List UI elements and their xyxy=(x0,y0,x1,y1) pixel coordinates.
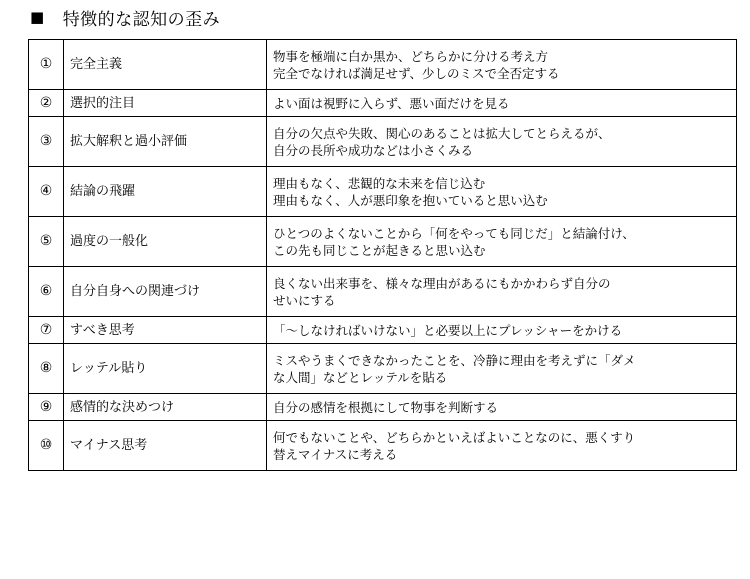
row-number: ⑤ xyxy=(29,217,64,267)
description-line: 替えマイナスに考える xyxy=(273,446,398,462)
distortion-description xyxy=(267,421,737,471)
table-row xyxy=(29,90,737,117)
description-line: この先も同じことが起きると思い込む xyxy=(273,242,486,258)
distortion-name: 過度の一般化 xyxy=(64,217,267,267)
distortion-name: 選択的注目 xyxy=(64,90,267,117)
table-row xyxy=(29,317,737,344)
distortion-description xyxy=(267,317,737,344)
description-line: 自分の感情を根拠にして物事を判断する xyxy=(273,399,499,415)
description-line: な人間」などとレッテルを貼る xyxy=(273,369,448,385)
table-row xyxy=(29,40,737,90)
distortion-description xyxy=(267,167,737,217)
page-title xyxy=(30,6,220,28)
description-line: 自分の欠点や失敗、関心のあることは拡大してとらえるが、 xyxy=(273,125,611,141)
table-row xyxy=(29,344,737,394)
distortion-description xyxy=(267,90,737,117)
description-line: 物事を極端に白か黒か、どちらかに分ける考え方 xyxy=(273,48,549,64)
distortion-name: 拡大解釈と過小評価 xyxy=(64,117,267,167)
table-row xyxy=(29,421,737,471)
distortion-name: 結論の飛躍 xyxy=(64,167,267,217)
row-number: ⑧ xyxy=(29,344,64,394)
row-number: ⑥ xyxy=(29,267,64,317)
distortion-description xyxy=(267,394,737,421)
distortion-name: マイナス思考 xyxy=(64,421,267,471)
distortion-name: 自分自身への関連づけ xyxy=(64,267,267,317)
table-row xyxy=(29,117,737,167)
table-row xyxy=(29,267,737,317)
distortion-description xyxy=(267,344,737,394)
distortion-description xyxy=(267,267,737,317)
row-number: ④ xyxy=(29,167,64,217)
row-number: ③ xyxy=(29,117,64,167)
row-number: ⑨ xyxy=(29,394,64,421)
distortion-name: 感情的な決めつけ xyxy=(64,394,267,421)
description-line: ミスやうまくできなかったことを、冷静に理由を考えずに「ダメ xyxy=(273,352,636,368)
row-number: ⑩ xyxy=(29,421,64,471)
distortion-description xyxy=(267,217,737,267)
page-title-text: 特徴的な認知の歪み xyxy=(62,9,221,30)
distortion-name: すべき思考 xyxy=(64,317,267,344)
description-line: 何でもないことや、どちらかといえばよいことなのに、悪くすり xyxy=(273,429,636,445)
description-line: よい面は視野に入らず、悪い面だけを見る xyxy=(273,95,510,111)
table-row xyxy=(29,167,737,217)
description-line: 完全でなければ満足せず、少しのミスで全否定する xyxy=(273,65,560,81)
table-row xyxy=(29,394,737,421)
description-line: 「～しなければいけない」と必要以上にプレッシャーをかける xyxy=(273,322,623,338)
row-number: ⑦ xyxy=(29,317,64,344)
cognitive-distortions-table xyxy=(28,39,737,471)
distortion-name: 完全主義 xyxy=(64,40,267,90)
description-line: ひとつのよくないことから「何をやっても同じだ」と結論付け、 xyxy=(273,225,635,241)
square-bullet-icon: ■ xyxy=(30,8,45,26)
description-line: せいにする xyxy=(273,292,336,308)
description-line: 理由もなく、人が悪印象を抱いていると思い込む xyxy=(273,192,548,208)
table-row xyxy=(29,217,737,267)
distortion-description xyxy=(267,40,737,90)
row-number: ① xyxy=(29,40,64,90)
description-line: 自分の長所や成功などは小さくみる xyxy=(273,142,474,158)
description-line: 理由もなく、悲観的な未来を信じ込む xyxy=(273,175,486,191)
distortion-description xyxy=(267,117,737,167)
distortion-name: レッテル貼り xyxy=(64,344,267,394)
description-line: 良くない出来事を、様々な理由があるにもかかわらず自分の xyxy=(273,275,611,291)
row-number: ② xyxy=(29,90,64,117)
